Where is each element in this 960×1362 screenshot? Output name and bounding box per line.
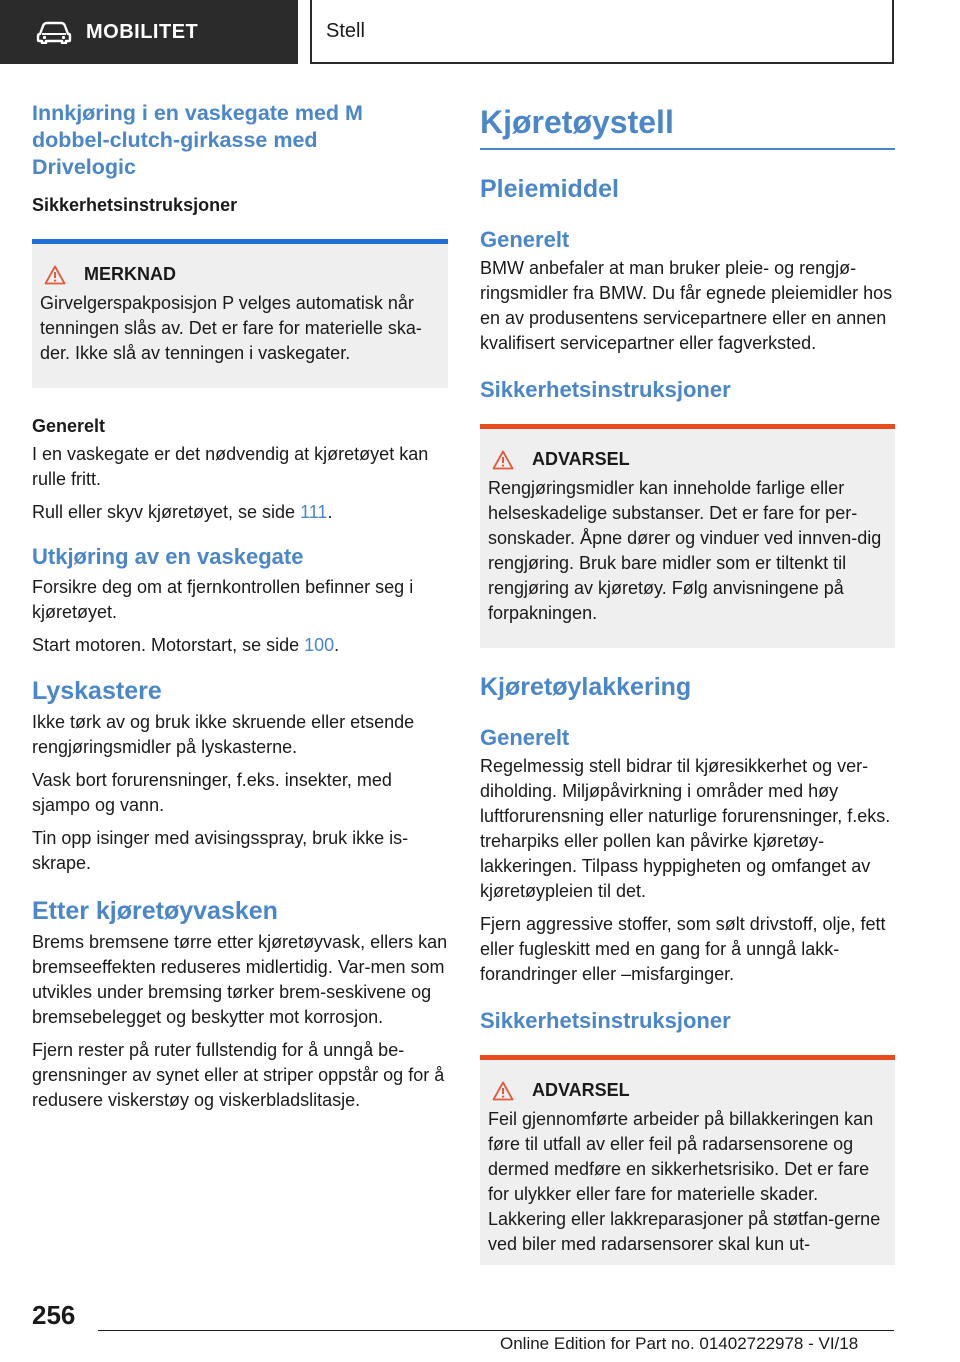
page-link[interactable]: 100 — [304, 635, 335, 655]
note-advarsel — [480, 424, 895, 648]
heading-kjoretoylakkering: Kjøretøylakkering — [480, 673, 692, 701]
paragraph: Forsikre deg om at fjernkontrollen befinner seg i kjøretøyet. — [32, 577, 414, 622]
paragraph: Fjern aggressive stoffer, som sølt drivstoff, olje, fett eller fugleskitt med en gang for å unngå lakk-forandringer eller –misfarginger. — [480, 914, 886, 984]
heading-rule — [480, 148, 895, 150]
paragraph: Vask bort forurensninger, f.eks. insekter, med sjampo og vann. — [32, 770, 392, 815]
heading-sikkerhetsinstruksjoner: Sikkerhetsinstruksjoner — [480, 1008, 731, 1033]
paragraph: I en vaskegate er det nødvendig at kjøretøyet kan rulle fritt. — [32, 444, 429, 489]
paragraph: Brems bremsene tørre etter kjøretøyvask, ellers kan bremseeffekten reduseres midlertidig. Var-men som utvikles under bremsing tørker brem-seskivene og bremsebelegget og beskytter mot korrosjon. — [32, 932, 448, 1027]
heading-utkjoring: Utkjøring av en vaskegate — [32, 544, 304, 569]
car-icon — [36, 20, 72, 44]
heading-sikkerhetsinstruksjoner: Sikkerhetsinstruksjoner — [32, 195, 238, 215]
note-advarsel — [480, 1055, 895, 1265]
note-text: Feil gjennomførte arbeider på billakkeringen kan føre til utfall av eller feil på radarsensorene og dermed medføre en sikkerhetsrisiko. Det er fare for ulykker eller fare for materielle skader. Lakkering eller lakkreparasjoner på støtfan-gerne ved biler med radarsensorer skal kun ut- — [488, 1109, 881, 1254]
warning-triangle-icon — [492, 450, 514, 470]
footer-divider — [98, 1330, 894, 1331]
note-merknad — [32, 239, 448, 388]
paragraph-with-link — [32, 500, 448, 525]
edition-text: Online Edition for Part no. 01402722978 - VI/18 — [500, 1334, 859, 1353]
paragraph: Regelmessig stell bidrar til kjøresikkerhet og ver-diholding. Miljøpåvirkning i områder med høy luftforurensning eller naturlige forurensninger, f.eks. treharpiks eller pollen kan påvirke kjøretøy-lakkeringen. Tilpass hyppigheten og omfanget av kjøretøypleien til det. — [480, 756, 891, 901]
note-text: Rengjøringsmidler kan inneholde farlige eller helseskadelige substanser. Det er fare for per-sonskader. Åpne dører og vinduer ved innven-dig rengjøring. Bruk bare midler som er tiltenkt til rengjøring av kjøretøy. Følg anvisningene på forpakningen. — [488, 478, 882, 623]
text: Rull eller skyv kjøretøyet, se side — [32, 502, 301, 522]
heading-pleiemiddel: Pleiemiddel — [480, 175, 619, 203]
heading-generelt: Generelt — [480, 227, 570, 252]
right-column — [480, 100, 895, 1265]
heading-etter-vasken: Etter kjøretøyvasken — [32, 897, 278, 925]
page-footer — [0, 1290, 960, 1362]
heading-generelt: Generelt — [32, 416, 106, 436]
page-header — [0, 0, 960, 66]
heading-sikkerhetsinstruksjoner: Sikkerhetsinstruksjoner — [480, 377, 731, 402]
paragraph: Tin opp isinger med avisingsspray, bruk ikke is-skrape. — [32, 828, 409, 873]
heading-vaskegate-innkjoring: Innkjøring i en vaskegate med M dobbel-clutch-girkasse med Drivelogic — [32, 101, 363, 179]
warning-triangle-icon — [492, 1081, 514, 1101]
note-title: MERKNAD — [84, 264, 176, 284]
paragraph: Fjern rester på ruter fullstendig for å unngå be-grensninger av synet eller at striper oppstår og for å redusere viskerstøy og viskerbladslitasje. — [32, 1040, 445, 1110]
heading-kjoretoystell: Kjøretøystell — [480, 104, 674, 140]
warning-triangle-icon — [44, 265, 66, 285]
note-title: ADVARSEL — [532, 449, 630, 469]
left-column — [32, 100, 448, 1113]
paragraph-with-link — [32, 633, 448, 658]
paragraph: BMW anbefaler at man bruker pleie- og rengjø-ringsmidler fra BMW. Du får egnede pleiemidler hos en av produsentens servicepartnere eller en annen kvalifisert servicepartner eller fagverksted. — [480, 258, 893, 353]
section-tab-label: MOBILITET — [86, 20, 199, 43]
page-number: 256 — [32, 1300, 76, 1330]
paragraph: Ikke tørk av og bruk ikke skruende eller etsende rengjøringsmidler på lyskasterne. — [32, 712, 415, 757]
text: . — [334, 635, 340, 655]
chapter-tab-label: Stell — [326, 19, 365, 42]
heading-lyskastere: Lyskastere — [32, 677, 162, 705]
text: Start motoren. Motorstart, se side — [32, 635, 305, 655]
page-link[interactable]: 111 — [300, 502, 328, 522]
text: . — [327, 502, 333, 522]
heading-generelt: Generelt — [480, 725, 570, 750]
note-title: ADVARSEL — [532, 1080, 630, 1100]
section-tab-mobilitet[interactable] — [0, 0, 298, 64]
chapter-tab-stell[interactable] — [310, 0, 894, 64]
note-text: Girvelgerspakposisjon P velges automatisk når tenningen slås av. Det er fare for materielle ska-der. Ikke slå av tenningen i vaskegater. — [40, 293, 422, 363]
